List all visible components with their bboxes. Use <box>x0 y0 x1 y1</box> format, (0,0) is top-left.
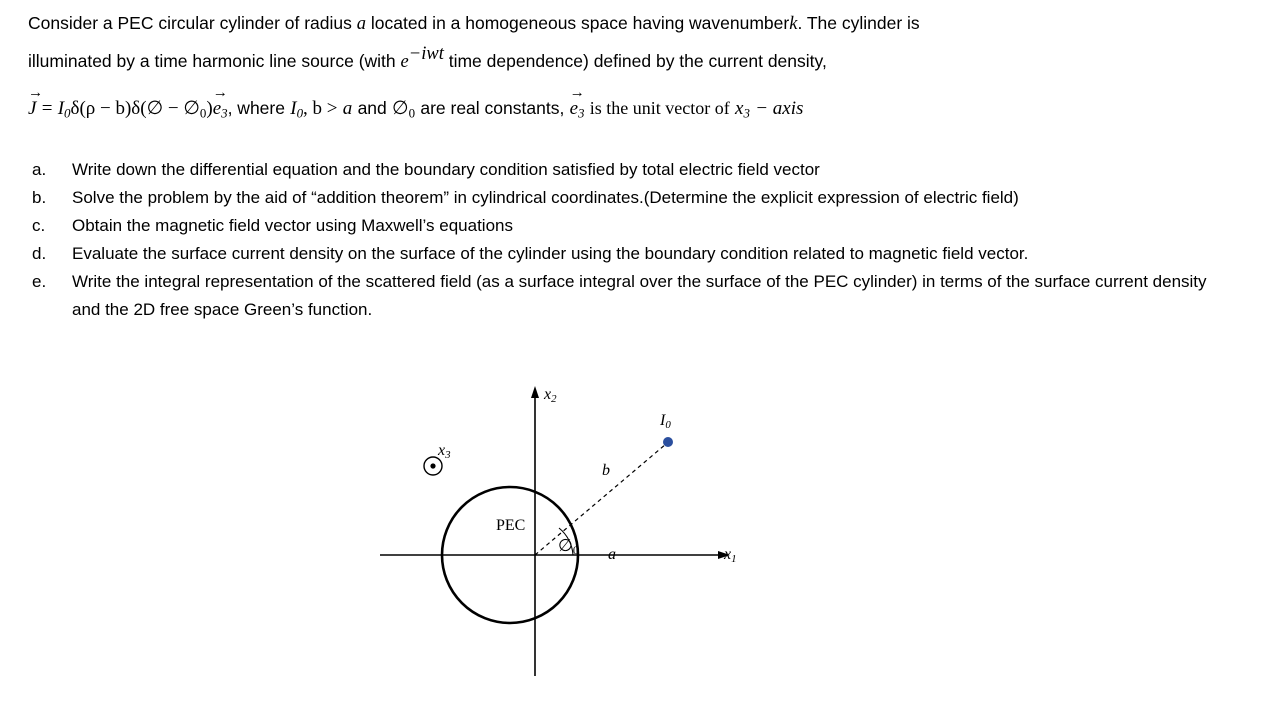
equals-sign: = <box>41 98 53 119</box>
out-of-plane-axis-dot-icon <box>430 463 435 468</box>
delta-phi0-sub: 0 <box>199 105 207 121</box>
symbol-e3b: e <box>569 98 579 119</box>
and-text: and <box>357 98 387 118</box>
symbol-I0-b-sub: 0 <box>296 105 304 121</box>
problem-intro <box>28 8 1208 77</box>
pec-label: PEC <box>496 517 526 534</box>
intro-symbol-k: k <box>789 14 798 34</box>
axis-text: − axis <box>755 98 804 119</box>
source-distance-line <box>535 444 666 558</box>
symbol-phi0-sub: 0 <box>408 105 416 121</box>
list-item-marker: c. <box>32 216 46 235</box>
symbol-I0-b: I <box>290 98 297 119</box>
list-item <box>28 184 1218 212</box>
symbol-phi0: ∅ <box>392 98 409 119</box>
list-item <box>28 212 1218 240</box>
angle-label-phi0: $\emptyset_0$ <box>558 536 579 558</box>
symbol-e3: e <box>212 98 222 119</box>
symbol-e3-sub: 3 <box>221 105 228 121</box>
intro-symbol-a: a <box>356 14 367 34</box>
vector-e3-second <box>569 84 585 122</box>
list-item-text: Evaluate the surface current density on the surface of the cylinder using the boundary condition related to magnetic field vector. <box>72 244 1029 263</box>
geometry-figure <box>330 378 890 698</box>
symbol-e3b-sub: 3 <box>578 105 585 121</box>
source-label: $I_0$ <box>660 412 671 432</box>
delta-close: ) <box>206 98 213 119</box>
symbol-J: J <box>28 98 37 119</box>
axis-label-x3: $x_3$ <box>438 442 451 462</box>
list-item-text: Obtain the magnetic field vector using Maxwell’s equations <box>72 216 513 235</box>
list-item-marker: b. <box>32 188 47 207</box>
intro-text-3: . The cylinder is <box>797 13 920 33</box>
delta-terms: δ(ρ − b)δ(∅ − ∅ <box>70 98 200 119</box>
list-item <box>28 156 1218 184</box>
intro-symbol-exponent: −iwt <box>408 44 444 64</box>
line-source-point <box>663 437 673 447</box>
list-item-marker: e. <box>32 272 47 291</box>
symbol-I0-sub: 0 <box>64 105 71 121</box>
vector-arrow-icon-e3b: → <box>569 84 585 102</box>
where-text: , where <box>227 98 285 118</box>
symbol-x3-sub: 3 <box>743 105 750 121</box>
current-density-equation <box>28 84 1228 127</box>
symbol-I0: I <box>57 98 65 119</box>
intro-text-1: Consider a PEC circular cylinder of radius <box>28 13 352 33</box>
unit-vector-text: is the unit vector of <box>589 98 730 118</box>
radius-label-a: a <box>608 546 616 563</box>
list-item-text: Write down the differential equation and the boundary condition satisfied by total electric field vector <box>72 160 820 179</box>
vector-J <box>28 84 44 122</box>
question-list <box>28 156 1218 324</box>
axis-label-x1: $x_1$ <box>724 546 737 566</box>
list-item-text: Write the integral representation of the scattered field (as a surface integral over the surface of the PEC cylinder) in terms of the surface current density and the 2D free space Green’s function. <box>72 272 1207 319</box>
figure-svg <box>330 378 890 698</box>
axis-label-x2: $x_2$ <box>544 386 557 406</box>
symbol-x3: x <box>735 98 744 119</box>
intro-text-4: illuminated by a time harmonic line source (with <box>28 50 396 71</box>
symbol-a: a <box>342 98 353 119</box>
distance-label-b: b <box>602 462 610 479</box>
list-item <box>28 268 1218 324</box>
vector-arrow-icon-e3: → <box>212 84 228 102</box>
b-condition: , b > <box>303 98 338 119</box>
vector-e3 <box>212 84 228 122</box>
real-constants-text: are real constants, <box>420 98 565 118</box>
list-item <box>28 240 1218 268</box>
vertical-axis-arrow-icon <box>531 386 539 398</box>
list-item-marker: d. <box>32 244 47 263</box>
intro-text-2: located in a homogeneous space having wavenumber <box>370 13 790 33</box>
intro-text-5: time dependence) defined by the current density, <box>448 50 827 71</box>
list-item-marker: a. <box>32 160 47 179</box>
vector-arrow-icon: → <box>28 84 44 102</box>
list-item-text: Solve the problem by the aid of “addition theorem” in cylindrical coordinates.(Determine the explicit expression of electric field) <box>72 188 1019 207</box>
intro-symbol-e: e <box>400 51 409 72</box>
